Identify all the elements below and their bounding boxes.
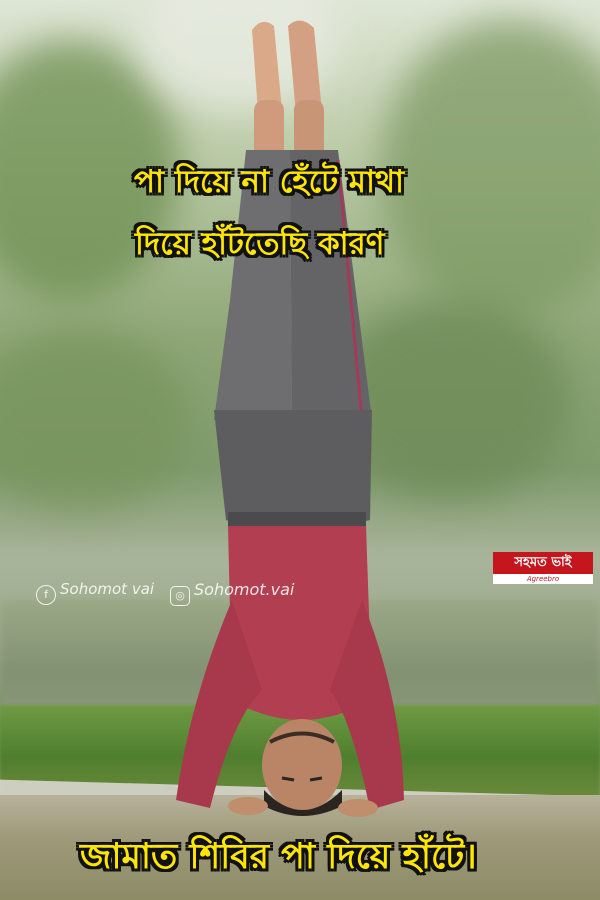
facebook-icon: f xyxy=(36,585,56,605)
facebook-watermark-text: Sohomot vai xyxy=(60,580,155,598)
right-foot xyxy=(288,20,322,114)
sohomot-vai-logo xyxy=(493,552,593,584)
facebook-watermark xyxy=(36,580,154,605)
right-hand xyxy=(338,799,378,817)
instagram-watermark-text: Sohomot.vai xyxy=(194,580,295,599)
instagram-icon: ◎ xyxy=(170,586,190,606)
caption-bottom: জামাত শিবির পা দিয়ে হাঁটে। xyxy=(80,837,477,877)
left-foot xyxy=(252,22,282,112)
caption-top-line-1: পা দিয়ে না হেঁটে মাথা xyxy=(134,164,405,200)
left-hand xyxy=(228,797,268,815)
logo-subtitle: Agreebro xyxy=(526,575,560,583)
instagram-watermark xyxy=(170,580,294,606)
waistband xyxy=(228,512,366,526)
caption-top-line-2: দিয়ে হাঁটতেছি কারণ xyxy=(135,226,385,262)
logo-title: সহমত ভাই xyxy=(493,552,593,574)
